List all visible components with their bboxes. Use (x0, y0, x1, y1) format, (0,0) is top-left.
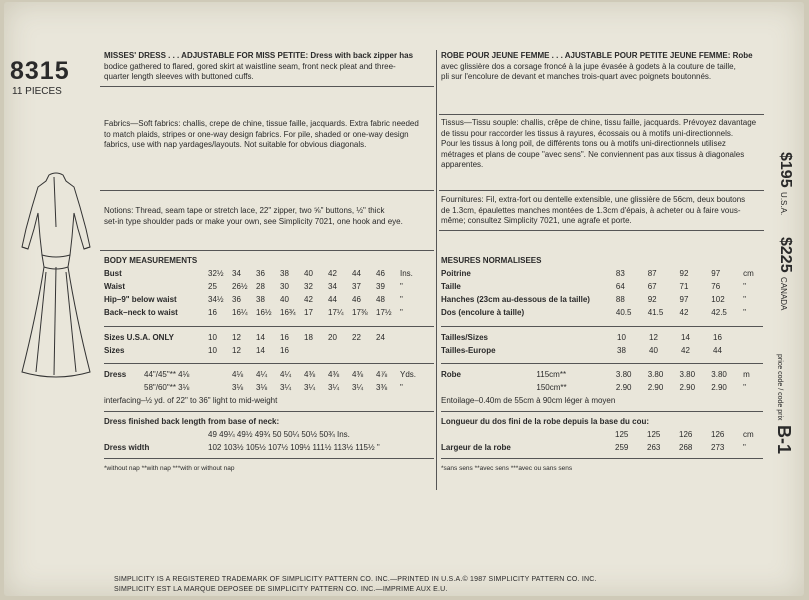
pattern-envelope-back (4, 2, 804, 596)
en-dress-label (104, 381, 144, 394)
fr-body-label: Hanches (23cm au-dessous de la taille) (441, 295, 590, 304)
en-dress-value: 4¼ (280, 370, 292, 379)
en-body-row (104, 280, 434, 293)
en-dress-value: 4⅜ (352, 370, 364, 379)
fr-body-value: 64 (615, 282, 625, 291)
en-body-row (104, 267, 434, 280)
fr-robe-value: 2.90 (679, 383, 696, 392)
fr-robe-unit: m (743, 370, 750, 379)
en-body-value: 46 (352, 295, 361, 304)
fr-width-value: 263 (647, 443, 661, 452)
en-body-value: 44 (352, 269, 361, 278)
en-body-value: 16½ (256, 308, 272, 317)
fr-body-row (441, 267, 763, 280)
en-size: 10 (208, 333, 217, 342)
fr-robe-label: Robe (441, 370, 461, 379)
fr-robe-value: 3.80 (711, 370, 727, 379)
fr-body-value: 97 (711, 269, 721, 278)
en-dress-label: Dress (104, 370, 127, 379)
en-body-value: 32 (304, 282, 313, 291)
en-body-value: 17 (304, 308, 313, 317)
fr-body-value: 67 (647, 282, 657, 291)
fr-size: 14 (681, 333, 690, 342)
en-body-value: 42 (328, 269, 337, 278)
fr-size: 12 (649, 333, 658, 342)
en-size: 14 (256, 333, 265, 342)
en-body-value: 16¾ (280, 308, 296, 317)
en-dress-value: 4⅜ (304, 370, 316, 379)
fr-body-row (441, 306, 763, 319)
fr-robe-value: 2.90 (647, 383, 664, 392)
pieces-count: 11 PIECES (12, 86, 62, 97)
fr-body-value: 42.5 (711, 308, 727, 317)
en-dress-value: 3¼ (352, 383, 364, 392)
fr-body-label: Taille (441, 282, 461, 291)
en-description: MISSES' DRESS . . . ADJUSTABLE FOR MISS PETITE: Dress with back zipper has bodice gathered to flared, gored skirt at waistline seam, front neck pleat and three- quarter length sleeves with buttoned cuffs. (104, 51, 414, 81)
fr-body-value: 92 (647, 295, 657, 304)
en-body-row (104, 293, 434, 306)
en-size: 12 (232, 333, 241, 342)
en-size: 22 (352, 333, 361, 342)
fr-body-value: 97 (679, 295, 689, 304)
en-body-value: 40 (280, 295, 289, 304)
en-body-value: 38 (256, 295, 265, 304)
trademark-line-fr: SIMPLICITY EST LA MARQUE DEPOSEE DE SIMPLICITY PATTERN CO. INC.—IMPRIME AUX E.U. (114, 586, 448, 593)
en-body-value: 36 (256, 269, 265, 278)
en-body-value: 34½ (208, 295, 224, 304)
en-size: 12 (232, 346, 241, 355)
en-body-unit: " (400, 295, 403, 304)
fr-robe-value: 2.90 (711, 383, 727, 392)
en-body-value: 48 (376, 295, 385, 304)
fr-body-row (441, 280, 763, 293)
en-body-value: 40 (304, 269, 313, 278)
fr-notions: Fournitures: Fil, extra-fort ou dentelle extensible, une glissière de 56cm, deux boutons de 1.3cm, épaulettes manches montées de 1.3cm d'épais, à acheter ou à faire vous- même; consultez Simplicity 7021, une agrafe et porte. (441, 195, 746, 225)
en-body-value: 17½ (376, 308, 392, 317)
fr-body-label: Poitrine (441, 269, 471, 278)
fr-robe-row (441, 381, 763, 394)
fr-body-label: Dos (encolure à taille) (441, 308, 525, 317)
en-size: 14 (256, 346, 265, 355)
en-dress-row (104, 381, 434, 394)
fr-finished-value: 126 (711, 430, 725, 439)
dress-illustration (16, 167, 96, 392)
fr-body-value: 87 (647, 269, 657, 278)
fr-fabrics: Tissus—Tissu souple: challis, crêpe de chine, tissu faille, jacquards. Prévoyez davantage de tissu pour raccorder les tissus à rayures, écossais ou à motifs uni-directionnels. Pour les tissus à long poil, de différents tons ou à motifs uni-directionnels utilisez métrages et plans de coupe "avec sens". Ne conviennent pas aux tissus à diagonales apparentes. (441, 118, 757, 169)
en-body-unit: " (400, 282, 403, 291)
fr-body-measurements: MESURES NORMALISEES Poitrine 83 87 92 97 cm Taille 64 67 71 76 " Hanches (23cm au-dessous de la taille) 88 92 97 102 " Dos (encolure à taille) 40.5 41.5 42 42.5 " Tailles/Sizes 10 12 14 16 Tailles-Europe 38 40 42 44 Robe 115cm** 3.80 3.80 3.80 3.80 m 150cm** 2.90 2.90 2.90 2.90 " Entoilage–0.40m de 55cm à 90cm léger à moyen Longueur du dos fini de la robe depuis la base du cou: 125 125 126 126 cm Largeur de la robe 259 263 268 273 " *sans sens **avec sens ***avec ou sans sens (441, 254, 763, 475)
fr-body-value: 71 (679, 282, 689, 291)
fr-body-unit: " (743, 295, 746, 304)
fr-size: 38 (617, 346, 626, 355)
fr-body-value: 42 (679, 308, 689, 317)
trademark-line-en: SIMPLICITY IS A REGISTERED TRADEMARK OF SIMPLICITY PATTERN CO. INC.—PRINTED IN U.S.A.© 1987 SIMPLICITY PATTERN CO. INC. (114, 576, 597, 583)
en-body-value: 16¼ (232, 308, 248, 317)
price-canada: $225 CANADA (777, 237, 794, 311)
en-dress-value: 3⅛ (232, 383, 244, 392)
price-code: price code / code prix B-1 (774, 354, 794, 455)
en-dress-value: 3¼ (328, 383, 340, 392)
en-dress-value: 3⅜ (376, 383, 388, 392)
price-usa: $195 U.S.A. (777, 152, 794, 216)
en-body-label: Bust (104, 269, 122, 278)
en-size: 24 (376, 333, 385, 342)
fr-body-value: 88 (615, 295, 625, 304)
fr-size: 42 (681, 346, 690, 355)
fr-robe-row (441, 368, 763, 381)
fr-robe-value: 3.80 (647, 370, 664, 379)
en-notions: Notions: Thread, seam tape or stretch lace, 22" zipper, two ⅝" buttons, ½" thick set-in type shoulder pads or make your own, see Simplicity 7021, one hook and eye. (104, 206, 403, 226)
fr-finished-value: 125 (615, 430, 629, 439)
fr-width-value: 259 (615, 443, 629, 452)
fr-body-row (441, 293, 763, 306)
fr-robe-width: 115cm** (536, 370, 567, 379)
fr-robe-value: 3.80 (679, 370, 696, 379)
fr-robe-value: 2.90 (615, 383, 632, 392)
fr-body-value: 102 (711, 295, 725, 304)
en-body-value: 16 (208, 308, 217, 317)
fr-robe-unit: " (743, 383, 746, 392)
en-size: 20 (328, 333, 337, 342)
en-body-value: 34 (328, 282, 337, 291)
fr-finished-value: 126 (679, 430, 693, 439)
en-size: 16 (280, 333, 289, 342)
en-dress-value: 4⅛ (232, 370, 244, 379)
en-dress-value: 4⅞ (376, 370, 388, 379)
fr-body-value: 76 (711, 282, 721, 291)
en-body-value: 44 (328, 295, 337, 304)
fr-body-value: 83 (615, 269, 625, 278)
en-body-value: 46 (376, 269, 385, 278)
en-body-value: 32½ (208, 269, 224, 278)
en-dress-value: 3¼ (304, 383, 316, 392)
en-body-unit: " (400, 308, 403, 317)
fr-width-unit: " (743, 443, 746, 452)
en-body-value: 42 (304, 295, 313, 304)
fr-width-value: 268 (679, 443, 693, 452)
en-body-value: 36 (232, 295, 241, 304)
en-body-value: 38 (280, 269, 289, 278)
en-body-label: Back–neck to waist (104, 308, 178, 317)
en-body-unit: Ins. (400, 269, 413, 278)
fr-description: ROBE POUR JEUNE FEMME . . . AJUSTABLE POUR PETITE JEUNE FEMME: Robe avec glissière dos a corsage froncé à la jupe évasée à godets à la couture de taille, pli sur l'encolure de devant et manches trois-quart avec poignets boutonnés. (441, 51, 753, 81)
fr-finished-value: 125 (647, 430, 661, 439)
en-size: 16 (280, 346, 289, 355)
pattern-number: 8315 (10, 57, 70, 85)
en-dress-value: 4¼ (256, 370, 268, 379)
fr-body-unit: " (743, 308, 746, 317)
en-dress-unit: " (400, 383, 403, 392)
en-body-value: 37 (352, 282, 361, 291)
en-fabrics: Fabrics—Soft fabrics: challis, crepe de chine, tissue faille, jacquards. Extra fabric needed to match plaids, stripes or one-way design fabrics. For pile, shaded or one-way design fabrics, use with nap yardages/layouts. Not suitable for obvious diagonals. (104, 119, 419, 149)
fr-body-value: 92 (679, 269, 689, 278)
en-dress-unit: Yds. (400, 370, 417, 379)
fr-robe-label (441, 381, 536, 394)
fr-body-unit: " (743, 282, 746, 291)
en-body-label: Waist (104, 282, 126, 291)
en-body-value: 26½ (232, 282, 248, 291)
fr-robe-value: 3.80 (615, 370, 632, 379)
fr-robe-width: 150cm** (536, 383, 567, 392)
en-body-value: 17⅜ (352, 308, 368, 317)
en-dress-value: 4⅜ (328, 370, 340, 379)
fr-width-value: 273 (711, 443, 725, 452)
fr-body-value: 40.5 (615, 308, 632, 317)
fr-finished-unit: cm (743, 430, 754, 439)
fr-size: 44 (713, 346, 722, 355)
en-body-row (104, 306, 434, 319)
en-size: 18 (304, 333, 313, 342)
en-body-value: 39 (376, 282, 385, 291)
fr-body-unit: cm (743, 269, 754, 278)
fr-body-value: 41.5 (647, 308, 664, 317)
en-body-value: 34 (232, 269, 241, 278)
fr-size: 10 (617, 333, 626, 342)
en-dress-row (104, 368, 434, 381)
en-body-value: 17¼ (328, 308, 344, 317)
en-body-value: 30 (280, 282, 289, 291)
en-dress-width: 58"/60"** 3⅛ (144, 383, 190, 392)
en-body-label: Hip–9" below waist (104, 295, 177, 304)
en-dress-value: 3¼ (280, 383, 292, 392)
en-body-value: 28 (256, 282, 265, 291)
en-dress-width: 44"/45"** 4⅛ (144, 370, 190, 379)
en-dress-value: 3⅛ (256, 383, 268, 392)
fr-size: 16 (713, 333, 722, 342)
en-body-measurements: BODY MEASUREMENTS Bust 32½ 34 36 38 40 42 44 46 Ins. Waist 25 26½ 28 30 32 34 37 39 " Hip–9" below waist 34½ 36 38 40 42 44 46 48 " Back–neck to waist 16 16¼ 16½ 16¾ 17 17¼ 17⅜ 17½ " Sizes U.S.A. ONLY 10 12 14 16 18 20 22 24 Sizes 10 12 14 16 Dress 44"/45"** 4⅛ 4⅛ 4¼ 4¼ 4⅜ 4⅜ 4⅜ 4⅞ Yds. 58"/60"** 3⅛ 3⅛ 3⅛ 3¼ 3¼ 3¼ 3¼ 3⅜ " interfacing–½ yd. of 22" to 36" light to mid-weight Dress finished back length from base of neck: 49 49¼ 49½ 49¾ 50 50¼ 50½ 50¾ Ins. Dress width 102 103½ 105½ 107½ 109½ 111½ 113½ 115½ " *without nap **with nap ***with or without nap (104, 254, 434, 475)
en-size: 10 (208, 346, 217, 355)
en-body-value: 25 (208, 282, 217, 291)
fr-size: 40 (649, 346, 658, 355)
